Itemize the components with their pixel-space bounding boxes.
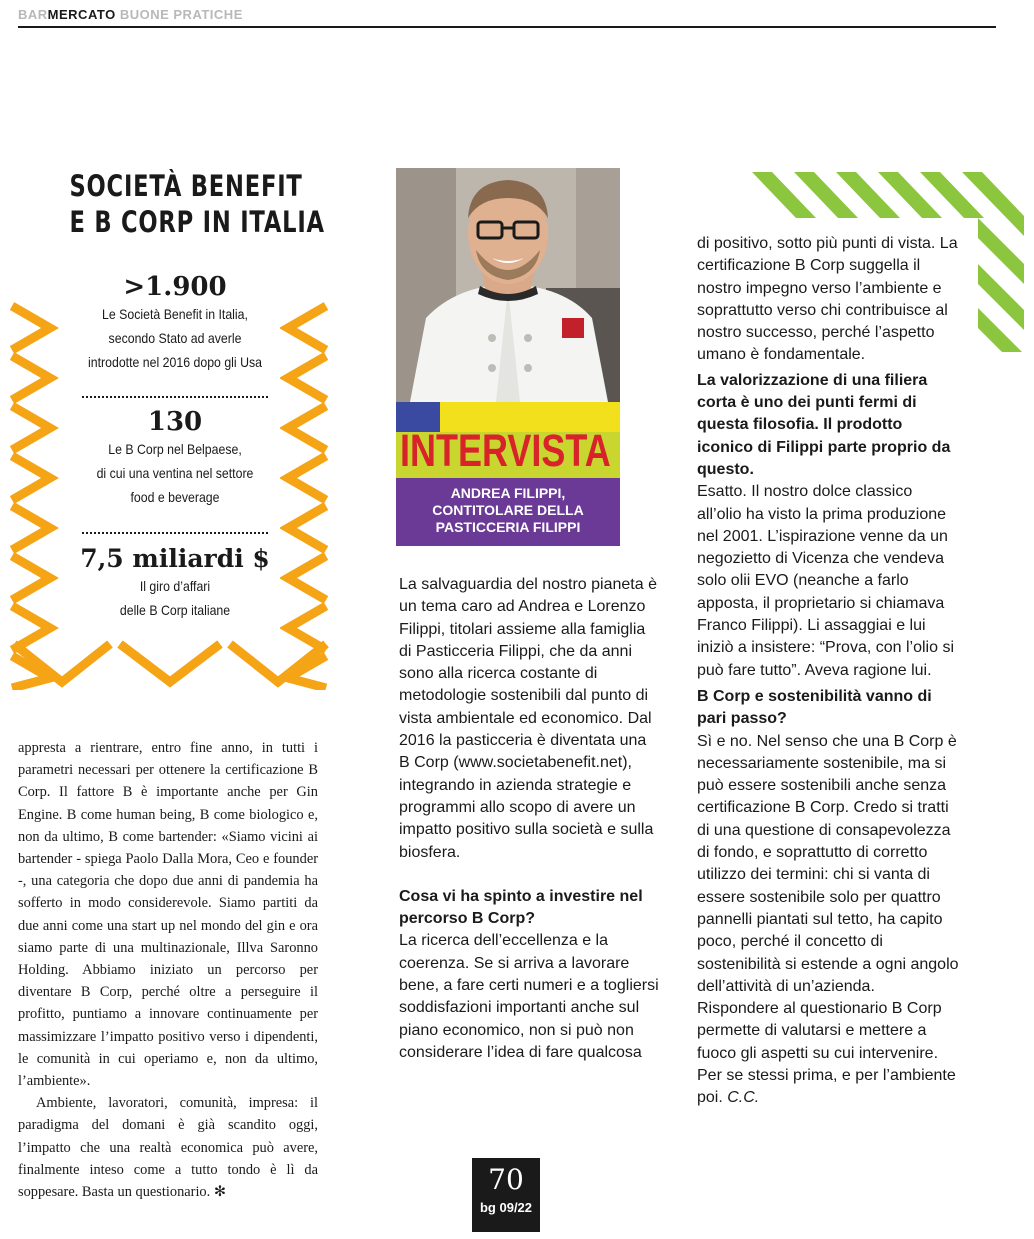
stat-desc-line: introdotte nel 2016 dopo gli Usa — [88, 354, 262, 370]
stat-desc-line: secondo Stato ad averle — [108, 330, 242, 346]
interview-intro: La salvaguardia del nostro pianeta è un tema caro ad Andrea e Lorenzo Filippi, titolari assieme alla famiglia di Pasticceria Filippi, che da anni sono alla ricerca costante di metodologie sostenibili dal punto di vista ambientale ed economico. Dal 2016 la pasticceria è diventata una B Corp (www.societabenefit.net), integrando in azienda strategie e programmi allo scopo di avere un impatto positivo sulla società e sulla biosfera. — [399, 576, 657, 861]
interviewee-caption — [396, 478, 620, 546]
box-title — [69, 168, 325, 240]
interview-question: Cosa vi ha spinto a investire nel percorso B Corp? — [399, 887, 643, 928]
interviewee-line: CONTITOLARE DELLA — [432, 502, 584, 518]
orange-chevron-bottom — [10, 640, 330, 690]
middle-article-column — [399, 574, 661, 1064]
interview-question: B Corp e sostenibilità vanno di pari passo? — [697, 687, 932, 728]
stat-desc-line: di cui una ventina nel settore — [96, 465, 254, 481]
interview-answer: Esatto. Il nostro dolce classico all’olio ha visto la prima produzione nel 2001. L’ispirazione venne da un negozietto di Vicenza che vendeva solo olii EVO (neanche a farlo apposta, il proprietario si chiamava Franco Filippi). Li assaggiai e lui iniziò a insistere: “Prova, con l’olio si può fare tutto”. Aveva ragione lui. — [697, 483, 954, 679]
article-paragraph — [18, 1092, 318, 1203]
stat-value: 130 — [147, 407, 203, 437]
stat-turnover — [50, 544, 300, 622]
issue-label: bg 09/22 — [479, 1200, 533, 1215]
interview-answer: di positivo, sotto più punti di vista. La certificazione B Corp suggella il nostro impegno verso l’ambiente e soprattutto verso chi contribuisce al nostro successo, perché l’aspetto umano è fondamentale. — [697, 235, 958, 364]
header-section-mercato: MERCATO — [47, 7, 116, 22]
end-mark-icon: ✻ — [213, 1184, 226, 1201]
dotted-divider — [82, 396, 268, 398]
stat-value: >1.900 — [123, 272, 227, 302]
stat-desc-line: delle B Corp italiane — [119, 602, 231, 618]
box-title-line2: E B CORP IN ITALIA — [69, 205, 325, 239]
author-signature: C.C. — [727, 1089, 760, 1107]
header-subsection: BUONE PRATICHE — [119, 7, 243, 22]
interview-answer: La ricerca dell’eccellenza e la coerenza. Se si arriva a lavorare bene, a fare certi numeri e a togliersi soddisfazioni importanti anche sul piano economico, non si può non considerare l’idea di fare qualcosa — [399, 932, 659, 1061]
page-number: 70 — [488, 1163, 524, 1196]
box-title-line1: SOCIETÀ BENEFIT — [69, 169, 303, 203]
spacer — [399, 864, 661, 886]
interview-banner — [396, 402, 620, 480]
interview-answer-text: Sì e no. Nel senso che una B Corp è necessariamente sostenibile, ma si può essere sostenibili anche senza certificazione B Corp. Credo si tratti di una questione di consapevolezza di fondo, e soprattutto di corretto utilizzo dei termini: chi si vanta di essere sostenibile solo per quattro pannelli piantati sul tetto, ha capito poco, perché il concetto di sostenibilità si estende a ogni angolo dell’attività di un’azienda. Rispondere al questionario B Corp permette di valutarsi e mettere a fuoco gli aspetti su cui intervenire. Per se stessi prima, e per l’ambiente poi. — [697, 732, 959, 1107]
page-number-box — [472, 1158, 540, 1232]
article-paragraph-text: Ambiente, lavoratori, comunità, impresa: il paradigma del domani è già scandito oggi, l’impatto che una realtà economica può avere, finalmente inteso come a tutto tondo è lì da soppesare. Basta un questionario. — [18, 1095, 318, 1201]
right-article-column — [697, 233, 959, 1110]
interviewee-line: PASTICCERIA FILIPPI — [435, 519, 581, 535]
interview-answer — [697, 731, 959, 1110]
stat-desc-line: food e beverage — [130, 489, 220, 505]
stat-societa-benefit — [50, 272, 300, 374]
interviewee-line: ANDREA FILIPPI, — [450, 485, 566, 501]
dotted-divider — [82, 532, 268, 534]
chef-portrait-photo — [396, 168, 620, 402]
stat-desc-line: Le Società Benefit in Italia, — [102, 306, 248, 322]
interview-question: La valorizzazione di una filiera corta è uno dei punti fermi di questa filosofia. Il prodotto iconico di Filippi parte proprio da questo. — [697, 371, 951, 478]
left-article-column — [18, 737, 318, 1203]
stat-value: 7,5 miliardi $ — [80, 544, 270, 573]
stat-desc-line: Le B Corp nel Belpaese, — [108, 441, 242, 457]
stat-b-corp-count — [50, 407, 300, 509]
section-header — [18, 6, 996, 28]
stat-desc-line: Il giro d’affari — [139, 578, 211, 594]
header-section-bar: BAR — [18, 7, 48, 22]
interview-label: INTERVISTA — [400, 425, 611, 476]
article-paragraph: appresta a rientrare, entro fine anno, in tutti i parametri necessari per ottenere la certificazione B Corp. Il fattore B è importante anche per Gin Engine. B come human being, B come biologico e, non da ultimo, B come bartender: «Siamo vicini ai bartender - spiega Paolo Dalla Mora, Ceo e founder -, una categoria che dopo due anni di pandemia ha sofferto in modo considerevole. Siamo partiti da due anni come una start up nel mondo del gin e ora siamo parte di una multinazionale, Illva Saronno Holding. Abbiamo iniziato un percorso per diventare B Corp, perché oltre a perseguire il profitto, puntiamo a innovare continuamente per massimizzare l’impatto positivo verso i dipendenti, le comunità in cui operiamo e, non da ultimo, l’ambiente». — [18, 740, 318, 1090]
